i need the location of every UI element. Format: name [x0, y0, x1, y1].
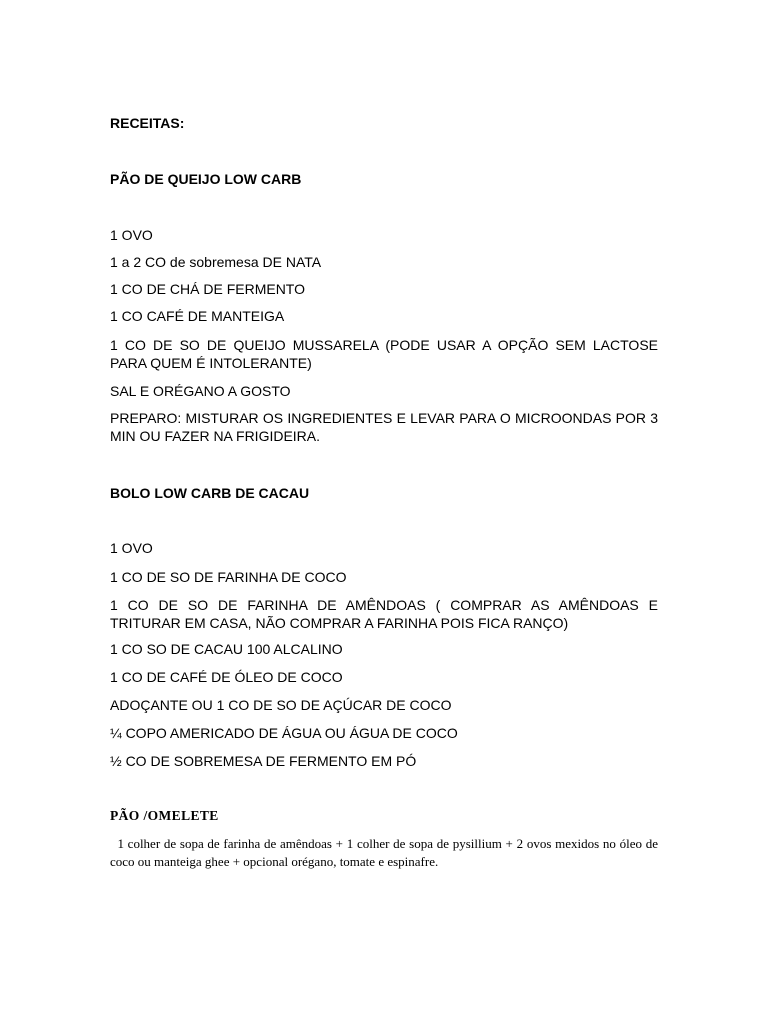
recipe-line: SAL E ORÉGANO A GOSTO	[110, 383, 291, 399]
recipe-line: 1 CO DE CHÁ DE FERMENTO	[110, 281, 305, 297]
recipe-description: 1 colher de sopa de farinha de amêndoas + 1 colher de sopa de pysillium + 2 ovos mexidos no óleo de coco ou manteiga ghee + opcional orégano, tomate e espinafre.	[110, 836, 662, 869]
recipe-line: ADOÇANTE OU 1 CO DE SO DE AÇÚCAR DE COCO	[110, 697, 452, 713]
recipe-title-pao-de-queijo: PÃO DE QUEIJO LOW CARB	[110, 171, 302, 187]
recipe-title-bolo-cacau: BOLO LOW CARB DE CACAU	[110, 485, 310, 501]
recipe-line: 1 CO CAFÉ DE MANTEIGA	[110, 308, 285, 324]
recipe-line: 1 CO SO DE CACAU 100 ALCALINO	[110, 641, 343, 657]
recipe-line: 1 CO DE SO DE FARINHA DE COCO	[110, 569, 347, 585]
recipe-line: 1 CO DE SO DE QUEIJO MUSSARELA (PODE USAR A OPÇÃO SEM LACTOSE PARA QUEM É INTOLERANTE)	[110, 337, 658, 371]
recipe-line: ½ CO DE SOBREMESA DE FERMENTO EM PÓ	[110, 753, 417, 769]
recipe-line: 1 OVO	[110, 540, 153, 556]
recipe-line: 1 CO DE SO DE FARINHA DE AMÊNDOAS ( COMPRAR AS AMÊNDOAS E TRITURAR EM CASA, NÃO COMPRAR A FARINHA POIS FICA RANÇO)	[110, 597, 658, 631]
recipe-title-pao-omelete: PÃO /OMELETE	[110, 808, 219, 823]
recipe-line: 1 a 2 CO de sobremesa DE NATA	[110, 254, 322, 270]
recipe-preparation: PREPARO: MISTURAR OS INGREDIENTES E LEVAR PARA O MICROONDAS POR 3 MIN OU FAZER NA FRIGIDEIRA.	[110, 410, 658, 444]
recipe-line: ¼ COPO AMERICADO DE ÁGUA OU ÁGUA DE COCO	[110, 725, 458, 741]
recipe-line: 1 OVO	[110, 227, 153, 243]
document-heading: RECEITAS:	[110, 115, 185, 131]
recipe-line: 1 CO DE CAFÉ DE ÓLEO DE COCO	[110, 669, 343, 685]
